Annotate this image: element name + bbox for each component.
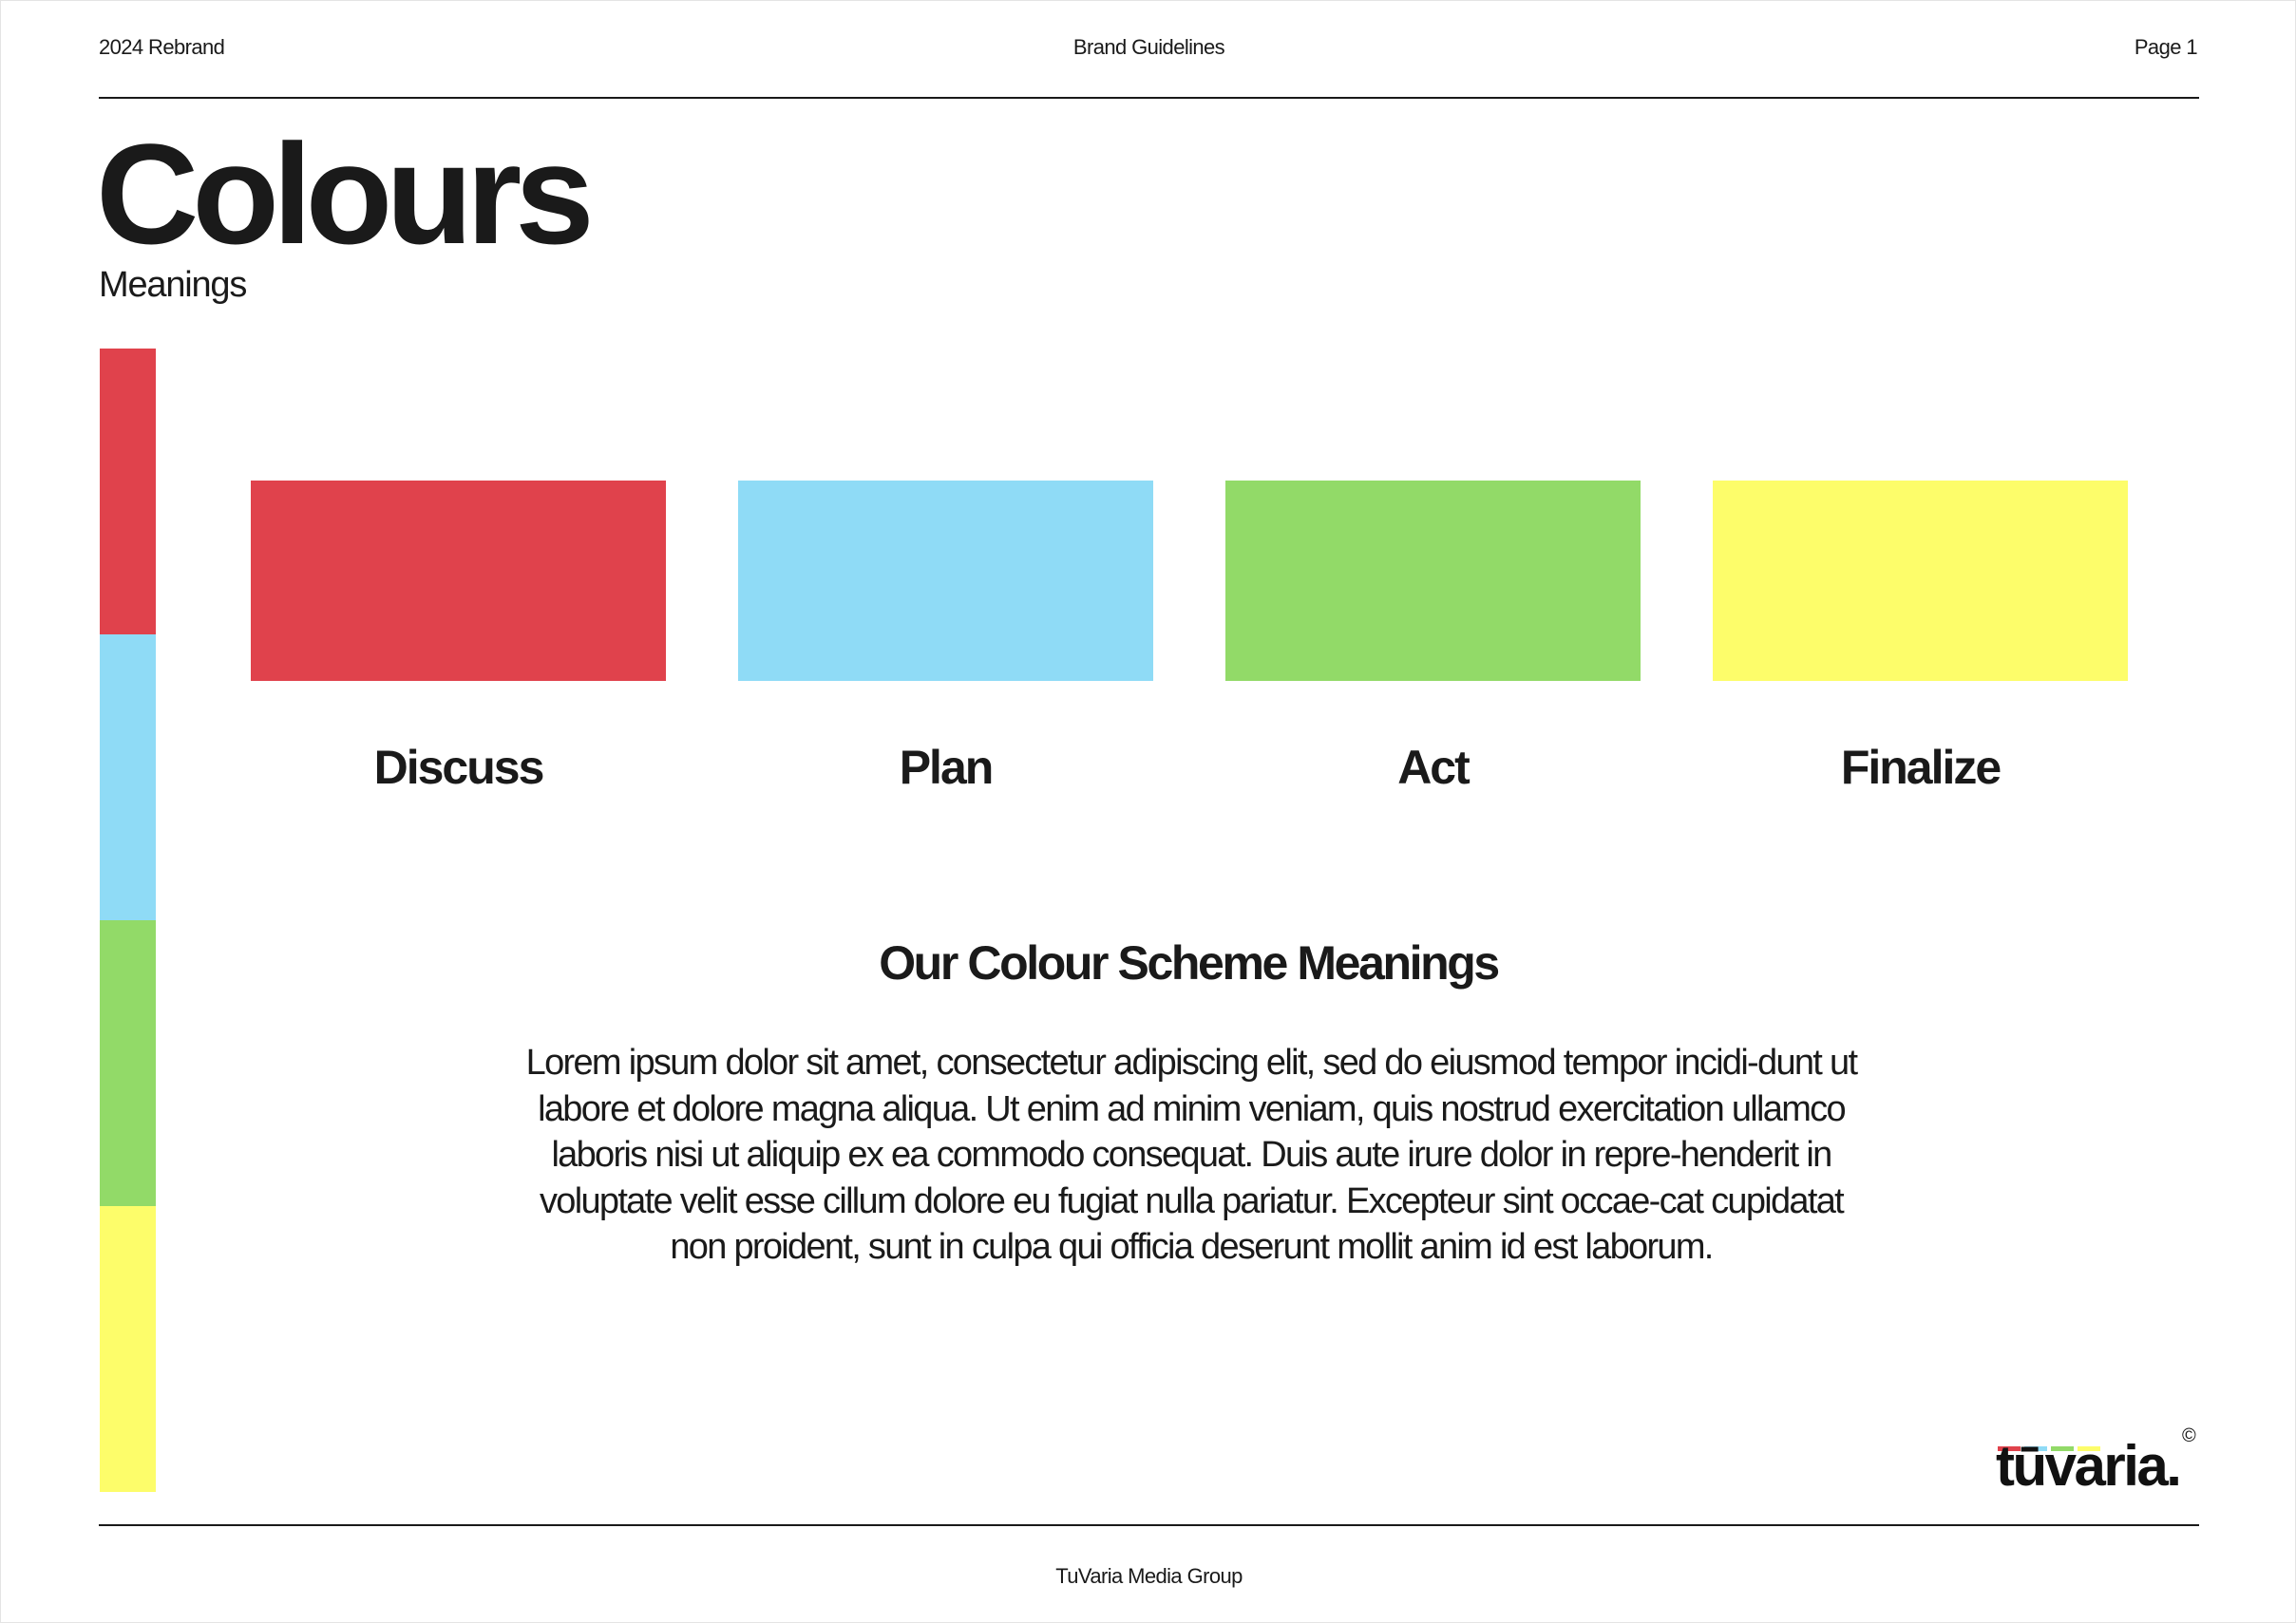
swatch-label-finalize: Finalize xyxy=(1840,741,2001,794)
footer-divider xyxy=(99,1524,2199,1526)
header-document-title: Brand Guidelines xyxy=(1072,35,1225,59)
copyright-icon: © xyxy=(2182,1425,2196,1446)
tuvaria-logo xyxy=(1996,1425,2205,1501)
header-divider xyxy=(99,97,2199,99)
logo-wordmark: tūvaria. xyxy=(1996,1434,2180,1498)
swatch-discuss xyxy=(251,481,666,681)
page-title: Colours xyxy=(96,114,588,274)
colour-strip xyxy=(100,349,156,1492)
swatch-label-plan: Plan xyxy=(899,741,993,794)
header-project-label: 2024 Rebrand xyxy=(99,35,225,59)
colour-strip-yellow xyxy=(100,1206,156,1492)
section-body-text: Lorem ipsum dolor sit amet, consectetur adipiscing elit, sed do eiusmod tempor incidi-dunt ut labore et dolore magna aliqua. Ut enim ad minim veniam, quis nostrud exercitation ullamco laboris nisi ut aliquip ex ea commodo consequat. Duis aute irure dolor in repre-henderit in voluptate velit esse cillum dolore eu fugiat nulla pariatur. Excepteur sint occae-cat cupidatat non proident, sunt in culpa qui officia deserunt mollit anim id est laborum. xyxy=(525,1043,1857,1267)
header-page-number: Page 1 xyxy=(2134,35,2197,59)
swatch-finalize xyxy=(1713,481,2128,681)
swatch-plan xyxy=(738,481,1153,681)
page-subtitle: Meanings xyxy=(99,265,247,305)
swatch-act xyxy=(1225,481,1641,681)
section-heading: Our Colour Scheme Meanings xyxy=(879,936,1498,990)
colour-strip-red xyxy=(100,349,156,634)
colour-strip-blue xyxy=(100,634,156,920)
swatch-label-discuss: Discuss xyxy=(373,741,543,794)
swatch-label-act: Act xyxy=(1397,741,1469,794)
footer-company-name: TuVaria Media Group xyxy=(1055,1564,1243,1588)
